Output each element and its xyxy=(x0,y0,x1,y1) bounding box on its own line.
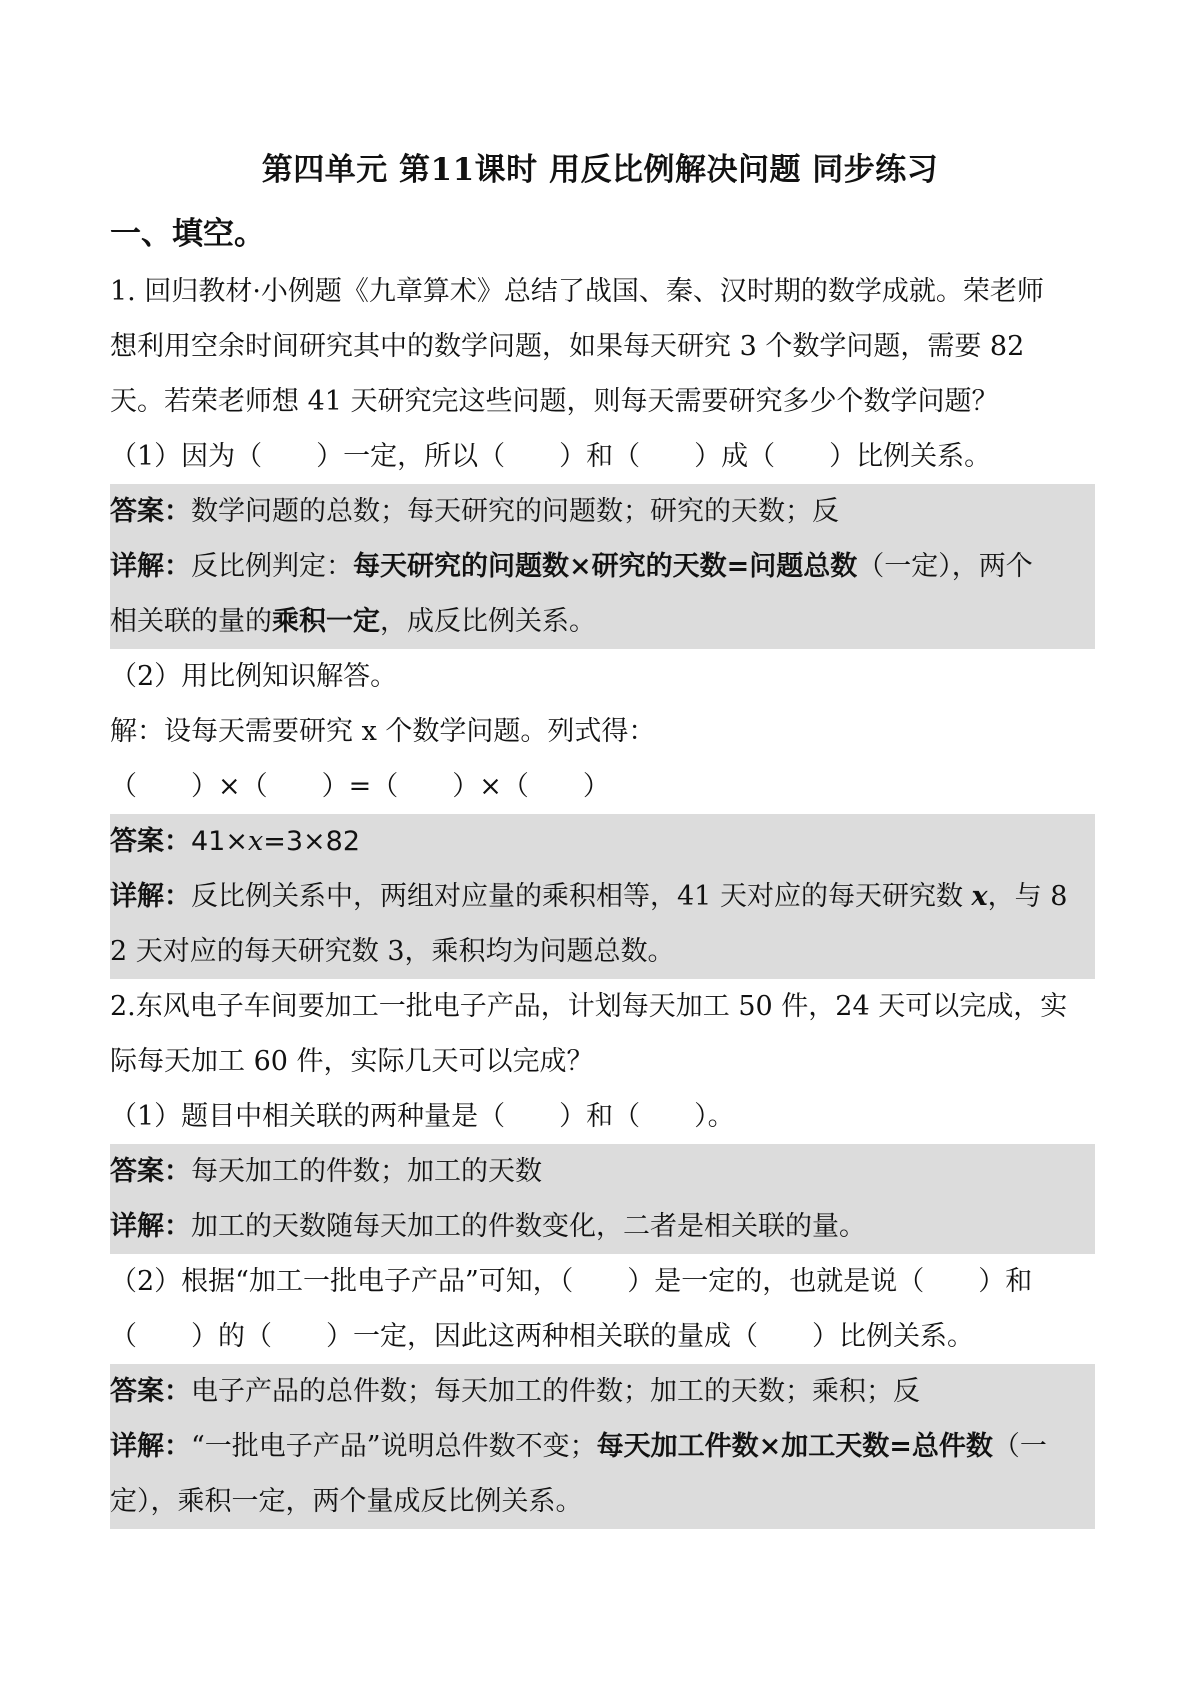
answer-label: 答案： xyxy=(110,496,191,527)
q2-part1-answer-block xyxy=(110,1144,1095,1254)
detail-label: 详解： xyxy=(110,1211,191,1242)
q1-part2-solve: 解：设每天需要研究 x 个数学问题。列式得： xyxy=(110,716,656,747)
answer-equation: 41× xyxy=(191,826,248,857)
detail-text: 反比例判定： xyxy=(191,551,353,582)
answer-variable: x xyxy=(247,826,264,857)
q2-part2-prompt-line-1: （2）根据“加工一批电子产品”可知，（ ）是一定的，也就是说（ ）和 xyxy=(110,1266,1033,1297)
q1-part1-answer-block xyxy=(110,484,1095,649)
answer-label: 答案： xyxy=(110,1156,191,1187)
detail-text: ，与 8 xyxy=(987,881,1068,912)
q1-part1-detail-line-1 xyxy=(110,539,1095,594)
q2-part2-answer xyxy=(110,1364,1095,1419)
answer-text: 电子产品的总件数；每天加工的件数；加工的天数；乘积；反 xyxy=(191,1376,920,1407)
q1-part1-detail-line-2 xyxy=(110,594,1095,649)
q1-stem-line-3: 天。若荣老师想 41 天研究完这些问题，则每天需要研究多少个数学问题？ xyxy=(110,386,999,417)
q2-part1-detail xyxy=(110,1199,1095,1254)
q2-stem-line-2: 际每天加工 60 件，实际几天可以完成？ xyxy=(110,1046,594,1077)
q1-part2-detail-line-2: 2 天对应的每天研究数 3，乘积均为问题总数。 xyxy=(110,936,675,967)
worksheet-content xyxy=(110,264,1095,1529)
q1-part2-blanks: （ ）×（ ）=（ ）×（ ） xyxy=(110,771,610,802)
detail-text: 反比例关系中，两组对应量的乘积相等，41 天对应的每天研究数 xyxy=(191,881,972,912)
detail-emphasis: 乘积一定 xyxy=(272,606,380,637)
detail-text: “一批电子产品”说明总件数不变； xyxy=(191,1431,597,1462)
detail-emphasis: 每天研究的问题数×研究的天数=问题总数 xyxy=(353,551,858,582)
q1-stem-line-2: 想利用空余时间研究其中的数学问题，如果每天研究 3 个数学问题，需要 82 xyxy=(110,331,1025,362)
q1-part1-answer xyxy=(110,484,1095,539)
q1-stem-line-1: 1. 回归教材·小例题《九章算术》总结了战国、秦、汉时期的数学成就。荣老师 xyxy=(110,276,1044,307)
q1-part1-prompt: （1）因为（ ）一定，所以（ ）和（ ）成（ ）比例关系。 xyxy=(110,441,992,472)
detail-text: （一定），两个 xyxy=(857,551,1033,582)
section-heading: 一、填空。 xyxy=(110,216,265,252)
q1-part2-answer xyxy=(110,814,1095,869)
answer-text: 每天加工的件数；加工的天数 xyxy=(191,1156,542,1187)
q2-part2-detail-line-1 xyxy=(110,1419,1095,1474)
answer-label: 答案： xyxy=(110,1376,191,1407)
detail-text: ，成反比例关系。 xyxy=(380,606,596,637)
detail-text: （一 xyxy=(992,1431,1047,1462)
detail-text: 加工的天数随每天加工的件数变化，二者是相关联的量。 xyxy=(191,1211,866,1242)
q2-part1-prompt: （1）题目中相关联的两种量是（ ）和（ ）。 xyxy=(110,1101,735,1132)
q1-part2-prompt: （2）用比例知识解答。 xyxy=(110,661,398,692)
q2-part1-answer xyxy=(110,1144,1095,1199)
answer-equation: =3×82 xyxy=(263,826,360,857)
detail-emphasis: 每天加工件数×加工天数=总件数 xyxy=(596,1431,993,1462)
page-title: 第四单元 第11课时 用反比例解决问题 同步练习 xyxy=(261,152,939,188)
q2-stem-line-1: 2.东风电子车间要加工一批电子产品，计划每天加工 50 件，24 天可以完成，实 xyxy=(110,991,1068,1022)
q2-part2-prompt-line-2: （ ）的（ ）一定，因此这两种相关联的量成（ ）比例关系。 xyxy=(110,1321,974,1352)
answer-label: 答案： xyxy=(110,826,191,857)
detail-variable: x xyxy=(971,881,988,912)
detail-label: 详解： xyxy=(110,551,191,582)
detail-label: 详解： xyxy=(110,881,191,912)
q1-part1-answer-text: 数学问题的总数；每天研究的问题数；研究的天数；反 xyxy=(191,496,839,527)
q1-part2-detail-line-1 xyxy=(110,869,1095,924)
detail-text: 相关联的量的 xyxy=(110,606,272,637)
q2-part2-answer-block xyxy=(110,1364,1095,1529)
detail-label: 详解： xyxy=(110,1431,191,1462)
q2-part2-detail-line-2: 定），乘积一定，两个量成反比例关系。 xyxy=(110,1486,583,1517)
q1-part2-answer-block xyxy=(110,814,1095,979)
